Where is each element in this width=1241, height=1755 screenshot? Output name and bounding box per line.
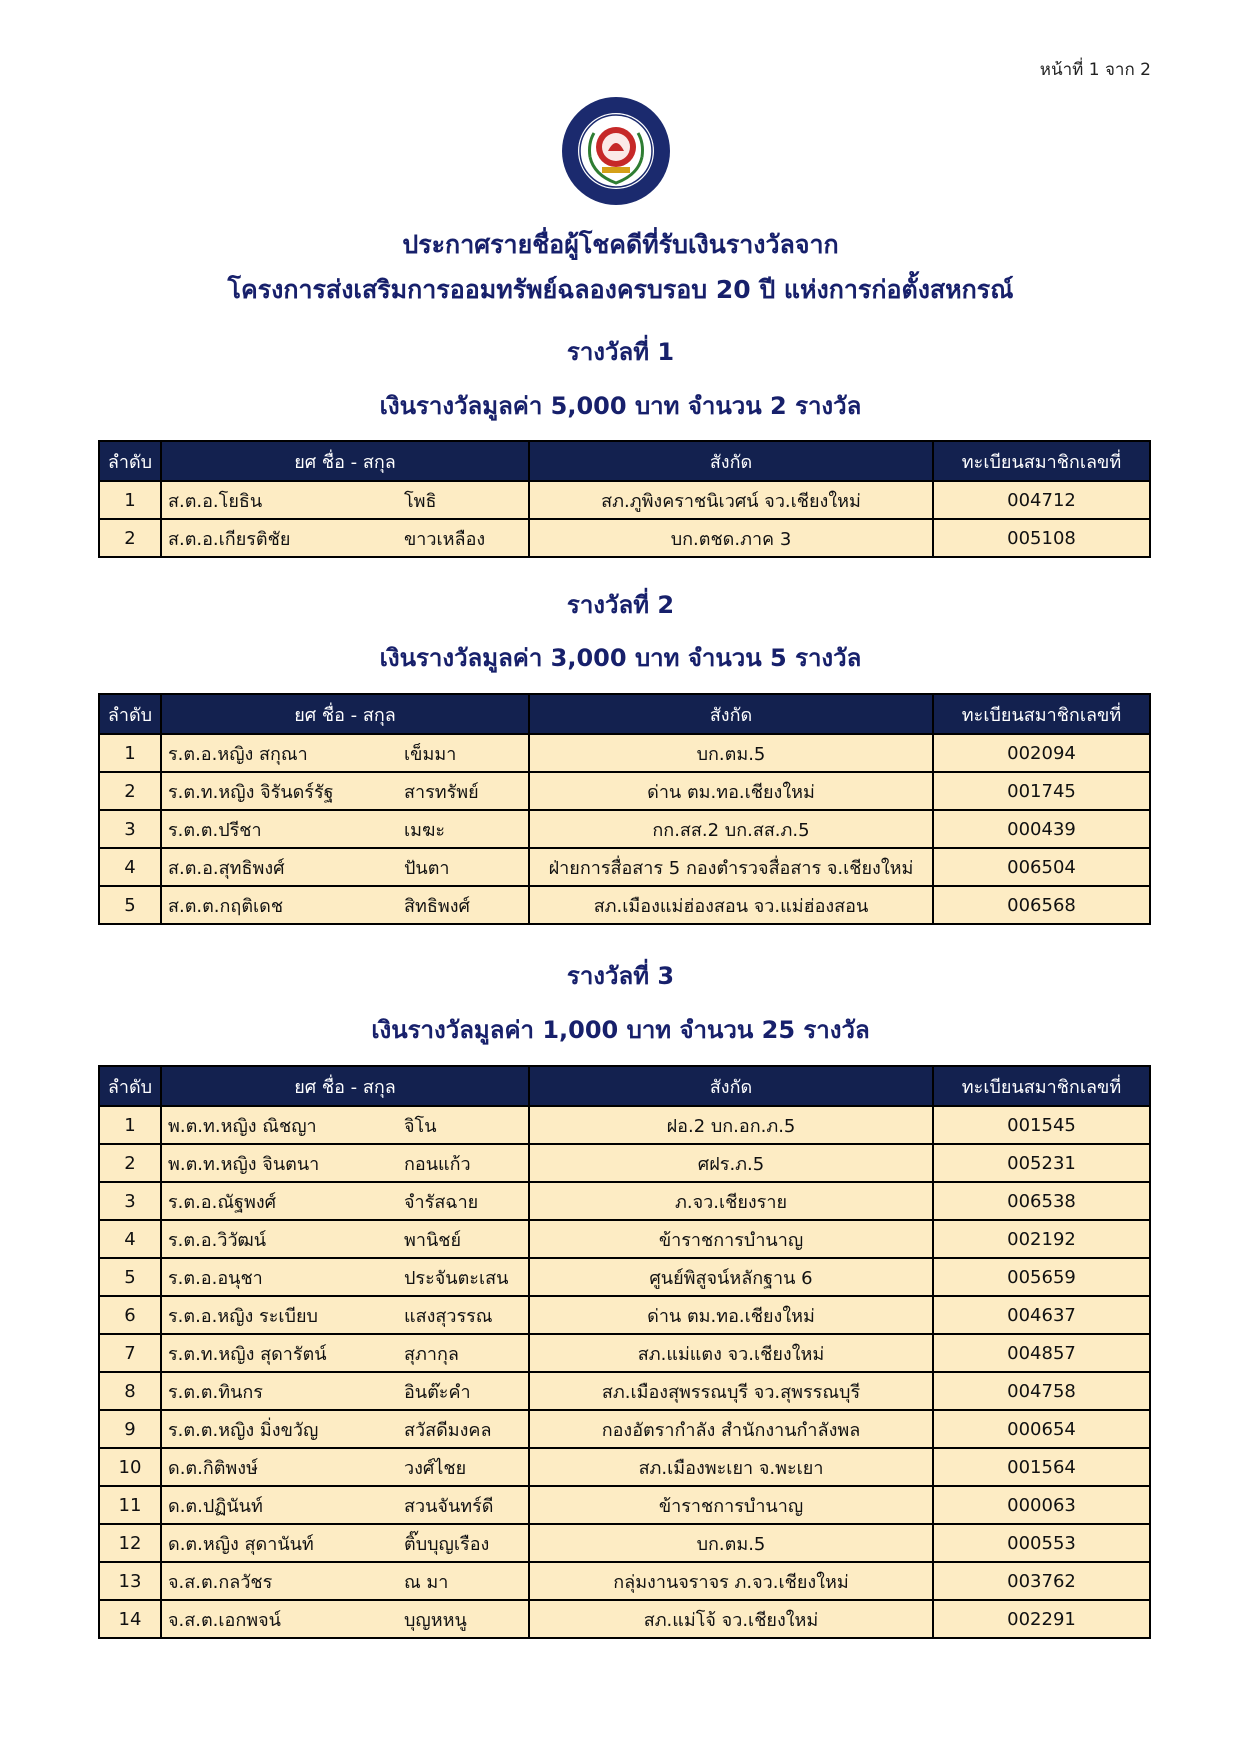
member-id: 000439 [933,810,1150,848]
prize-1-title: รางวัลที่ 1 [566,338,675,366]
member-rank-name: ส.ต.อ.เกียรติชัย [168,528,291,550]
member-name-cell [161,1372,529,1410]
member-name-cell [161,734,529,772]
row-number: 4 [99,848,161,886]
member-surname: จำรัสฉาย [404,1191,479,1213]
member-unit: ด่าน ตม.ทอ.เชียงใหม่ [529,772,933,810]
column-header: ทะเบียนสมาชิกเลขที่ [933,694,1150,734]
member-name-cell [161,481,529,519]
table-row [99,810,1150,848]
prize-1-table [98,440,1151,558]
member-unit: สภ.ภูพิงคราชนิเวศน์ จว.เชียงใหม่ [529,481,933,519]
row-number: 7 [99,1334,161,1372]
row-number: 4 [99,1220,161,1258]
member-surname: สวัสดีมงคล [404,1419,492,1441]
member-id: 006538 [933,1182,1150,1220]
member-rank-name: ร.ต.อ.ณัฐพงศ์ [168,1191,277,1213]
member-name-cell [161,519,529,557]
member-surname: สารทรัพย์ [404,781,479,803]
column-header: ทะเบียนสมาชิกเลขที่ [933,1066,1150,1106]
member-surname: บุญหหนู [404,1609,467,1631]
row-number: 1 [99,734,161,772]
member-rank-name: ร.ต.อ.หญิง ระเบียบ [168,1305,318,1327]
member-rank-name: ร.ต.อ.อนุชา [168,1267,263,1289]
member-surname: สวนจันทร์ดี [404,1495,494,1517]
table-row [99,1334,1150,1372]
row-number: 5 [99,886,161,924]
member-rank-name: พ.ต.ท.หญิง ณิชญา [168,1115,317,1137]
table-row [99,886,1150,924]
member-unit: ศฝร.ภ.5 [529,1144,933,1182]
member-unit: ศูนย์พิสูจน์หลักฐาน 6 [529,1258,933,1296]
member-surname: ณ มา [404,1571,449,1593]
table-row [99,1106,1150,1144]
column-header: ลำดับ [99,694,161,734]
member-unit: กก.สส.2 บก.สส.ภ.5 [529,810,933,848]
member-id: 004637 [933,1296,1150,1334]
member-unit: สภ.เมืองสุพรรณบุรี จว.สุพรรณบุรี [529,1372,933,1410]
member-id: 004758 [933,1372,1150,1410]
member-id: 004712 [933,481,1150,519]
row-number: 13 [99,1562,161,1600]
row-number: 5 [99,1258,161,1296]
member-surname: ขาวเหลือง [404,528,486,550]
member-unit: กลุ่มงานจราจร ภ.จว.เชียงใหม่ [529,1562,933,1600]
column-header: ลำดับ [99,441,161,481]
prize-2-table [98,693,1151,925]
table-row [99,1562,1150,1600]
member-surname: กอนแก้ว [404,1153,471,1175]
member-surname: สุภากุล [404,1343,459,1365]
member-id: 004857 [933,1334,1150,1372]
member-surname: เมฆะ [404,819,446,841]
member-rank-name: ร.ต.ท.หญิง สุดารัตน์ [168,1343,327,1365]
member-name-cell [161,1182,529,1220]
table-row [99,1296,1150,1334]
table-row [99,1372,1150,1410]
member-unit: สภ.เมืองพะเยา จ.พะเยา [529,1448,933,1486]
member-surname: จิโน [404,1115,437,1137]
member-rank-name: ร.ต.อ.วิวัฒน์ [168,1229,267,1251]
member-unit: ข้าราชการบำนาญ [529,1220,933,1258]
column-header: ลำดับ [99,1066,161,1106]
table-header-row [99,441,1150,481]
member-rank-name: ด.ต.กิติพงษ์ [168,1457,258,1479]
member-surname: ติ๊บบุญเรือง [404,1533,490,1555]
member-unit: ฝอ.2 บก.อก.ภ.5 [529,1106,933,1144]
member-rank-name: ร.ต.ต.หญิง มิ่งขวัญ [168,1419,319,1441]
table-row [99,1220,1150,1258]
member-rank-name: ร.ต.ท.หญิง จิรันดร์รัฐ [168,781,334,803]
table-row [99,1486,1150,1524]
member-id: 000553 [933,1524,1150,1562]
table-row [99,1448,1150,1486]
member-rank-name: ส.ต.ต.กฤติเดช [168,895,284,917]
member-id: 005108 [933,519,1150,557]
member-rank-name: ส.ต.อ.สุทธิพงศ์ [168,857,285,879]
member-unit: บก.ตม.5 [529,734,933,772]
column-header: ทะเบียนสมาชิกเลขที่ [933,441,1150,481]
member-id: 006568 [933,886,1150,924]
column-header: ยศ ชื่อ - สกุล [161,694,529,734]
row-number: 1 [99,481,161,519]
column-header: ยศ ชื่อ - สกุล [161,441,529,481]
member-id: 005659 [933,1258,1150,1296]
row-number: 6 [99,1296,161,1334]
member-name-cell [161,1106,529,1144]
member-unit: สภ.แม่แตง จว.เชียงใหม่ [529,1334,933,1372]
member-unit: สภ.แม่โจ้ จว.เชียงใหม่ [529,1600,933,1638]
table-row [99,772,1150,810]
member-name-cell [161,1296,529,1334]
cooperative-logo [560,95,672,207]
member-unit: บก.ตม.5 [529,1524,933,1562]
member-surname: ปันตา [404,857,450,879]
member-rank-name: จ.ส.ต.กลวัชร [168,1571,273,1593]
member-name-cell [161,1486,529,1524]
member-unit: กองอัตรากำลัง สำนักงานกำลังพล [529,1410,933,1448]
prize-1-subtitle: เงินรางวัลมูลค่า 5,000 บาท จำนวน 2 รางวัล [379,392,862,420]
member-id: 002192 [933,1220,1150,1258]
member-rank-name: ด.ต.ปฏินันท์ [168,1495,263,1517]
member-surname: พานิชย์ [404,1229,462,1251]
row-number: 2 [99,1144,161,1182]
prize-3-subtitle: เงินรางวัลมูลค่า 1,000 บาท จำนวน 25 รางวัล [371,1016,870,1044]
prize-2-subtitle: เงินรางวัลมูลค่า 3,000 บาท จำนวน 5 รางวัล [379,644,862,672]
member-surname: แสงสุวรรณ [404,1305,493,1327]
table-row [99,1600,1150,1638]
member-surname: ประจันตะเสน [404,1267,509,1289]
member-name-cell [161,1334,529,1372]
member-name-cell [161,772,529,810]
row-number: 8 [99,1372,161,1410]
member-id: 001564 [933,1448,1150,1486]
member-surname: วงศ์ไชย [404,1457,467,1479]
member-name-cell [161,848,529,886]
row-number: 10 [99,1448,161,1486]
table-header-row [99,694,1150,734]
member-surname: อินต๊ะคำ [404,1381,471,1403]
page-number: หน้าที่ 1 จาก 2 [1039,60,1151,80]
member-surname: สิทธิพงศ์ [404,895,470,917]
member-name-cell [161,1258,529,1296]
member-id: 005231 [933,1144,1150,1182]
member-surname: โพธิ [404,490,437,512]
column-header: สังกัด [529,694,933,734]
row-number: 3 [99,1182,161,1220]
member-id: 000654 [933,1410,1150,1448]
table-row [99,1258,1150,1296]
table-row [99,481,1150,519]
member-unit: ภ.จว.เชียงราย [529,1182,933,1220]
row-number: 9 [99,1410,161,1448]
member-id: 001745 [933,772,1150,810]
row-number: 2 [99,519,161,557]
member-name-cell [161,1144,529,1182]
member-name-cell [161,810,529,848]
member-unit: บก.ตชด.ภาค 3 [529,519,933,557]
member-id: 000063 [933,1486,1150,1524]
member-name-cell [161,1524,529,1562]
table-row [99,1410,1150,1448]
row-number: 11 [99,1486,161,1524]
member-name-cell [161,1410,529,1448]
member-name-cell [161,1600,529,1638]
member-rank-name: จ.ส.ต.เอกพจน์ [168,1609,281,1631]
prize-3-title: รางวัลที่ 3 [566,962,675,990]
member-unit: สภ.เมืองแม่ฮ่องสอน จว.แม่ฮ่องสอน [529,886,933,924]
member-id: 003762 [933,1562,1150,1600]
row-number: 14 [99,1600,161,1638]
row-number: 2 [99,772,161,810]
column-header: ยศ ชื่อ - สกุล [161,1066,529,1106]
announcement-title-line2: โครงการส่งเสริมการออมทรัพย์ฉลองครบรอบ 20 ปี แห่งการก่อตั้งสหกรณ์ [227,275,1014,304]
row-number: 1 [99,1106,161,1144]
row-number: 12 [99,1524,161,1562]
table-row [99,1182,1150,1220]
member-name-cell [161,1220,529,1258]
member-id: 006504 [933,848,1150,886]
member-unit: ฝ่ายการสื่อสาร 5 กองตำรวจสื่อสาร จ.เชียงใหม่ [529,848,933,886]
member-surname: เข็มมา [404,743,457,765]
prize-2-title: รางวัลที่ 2 [566,591,675,619]
member-id: 001545 [933,1106,1150,1144]
announcement-title-line1: ประกาศรายชื่อผู้โชคดีที่รับเงินรางวัลจาก [402,230,839,259]
row-number: 3 [99,810,161,848]
member-rank-name: พ.ต.ท.หญิง จินตนา [168,1153,320,1175]
member-unit: ข้าราชการบำนาญ [529,1486,933,1524]
member-rank-name: ร.ต.ต.ทินกร [168,1381,263,1403]
member-id: 002291 [933,1600,1150,1638]
table-row [99,1144,1150,1182]
table-row [99,1524,1150,1562]
prize-3-table [98,1065,1151,1639]
member-rank-name: ร.ต.อ.หญิง สกุณา [168,743,308,765]
member-rank-name: ส.ต.อ.โยธิน [168,490,263,512]
table-header-row [99,1066,1150,1106]
table-row [99,734,1150,772]
member-id: 002094 [933,734,1150,772]
column-header: สังกัด [529,441,933,481]
member-name-cell [161,1448,529,1486]
table-row [99,519,1150,557]
member-rank-name: ด.ต.หญิง สุดานันท์ [168,1533,314,1555]
member-unit: ด่าน ตม.ทอ.เชียงใหม่ [529,1296,933,1334]
table-row [99,848,1150,886]
column-header: สังกัด [529,1066,933,1106]
member-name-cell [161,886,529,924]
member-name-cell [161,1562,529,1600]
member-rank-name: ร.ต.ต.ปรีชา [168,819,262,841]
